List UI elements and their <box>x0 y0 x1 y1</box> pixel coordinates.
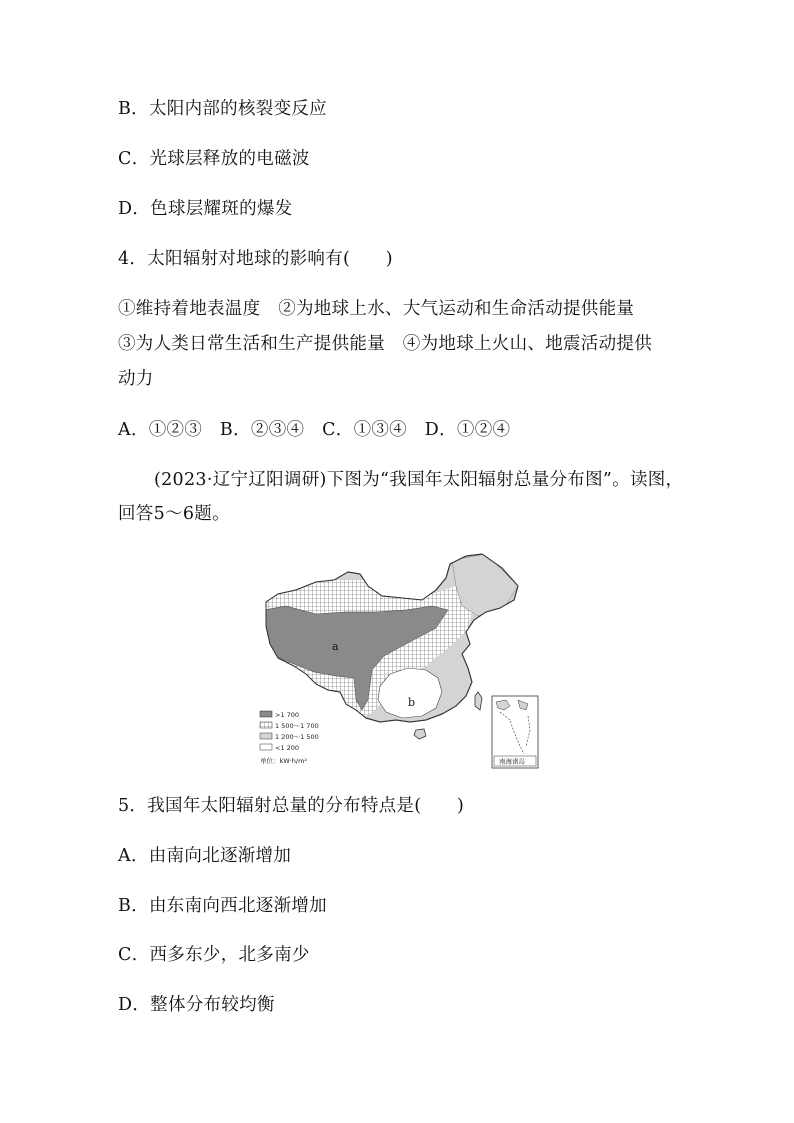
map-svg <box>256 550 542 772</box>
q5-option-b-letter: B． <box>118 896 149 916</box>
q5-option-d-text: 整体分布较均衡 <box>150 995 275 1015</box>
q4-statements-line2: ③为人类日常生活和生产提供能量 ④为地球上火山、地震活动提供 <box>118 334 652 354</box>
q3-option-b-letter: B． <box>118 99 149 119</box>
legend-label-2: 1 500～1 700 <box>275 722 319 730</box>
q5-option-d-letter: D． <box>118 995 151 1015</box>
intro-paragraph: (2023·辽宁辽阳调研)下图为“我国年太阳辐射总量分布图”。读图，回答5～6题。 <box>118 470 684 524</box>
q5-option-d <box>118 993 275 1017</box>
south-china-sea-inset <box>492 696 538 768</box>
q5-option-a <box>118 844 291 868</box>
q5-option-c <box>118 943 310 967</box>
region-b-label: b <box>408 696 416 709</box>
legend-label-3: 1 200～1 500 <box>275 733 319 741</box>
legend-swatch-light <box>260 733 272 739</box>
taiwan-island <box>475 692 482 710</box>
legend-swatch-white <box>260 744 272 750</box>
q3-option-c <box>118 147 310 171</box>
legend-label-4: <1 200 <box>275 744 300 752</box>
q4-options: A．①②③ B．②③④ C．①③④ D．①②④ <box>118 420 511 440</box>
region-a-label: a <box>332 640 339 653</box>
q3-option-d-text: 色球层耀斑的爆发 <box>150 199 293 219</box>
q4-statements-line3: 动力 <box>118 369 154 389</box>
legend-label-1: >1 700 <box>275 711 300 719</box>
legend-swatch-dark <box>260 711 272 717</box>
solar-radiation-map <box>256 550 542 772</box>
q3-option-d-letter: D． <box>118 199 151 219</box>
q5-option-c-letter: C． <box>118 945 150 965</box>
legend-swatch-grid <box>260 722 272 728</box>
q3-option-d <box>118 197 293 221</box>
q3-option-c-text: 光球层释放的电磁波 <box>149 149 310 169</box>
q5-option-c-text: 西多东少，北多南少 <box>149 945 310 965</box>
hainan-island <box>414 729 426 739</box>
q3-option-b <box>118 97 327 121</box>
q3-option-b-text: 太阳内部的核裂变反应 <box>148 99 327 119</box>
inset-label: 南海诸岛 <box>499 757 525 766</box>
map-legend <box>260 711 319 765</box>
q5-stem: 5．我国年太阳辐射总量的分布特点是( ) <box>118 796 465 816</box>
legend-unit: 单位：kW·h/m² <box>260 757 308 765</box>
q3-option-c-letter: C． <box>118 149 150 169</box>
q5-option-a-letter: A． <box>118 846 149 866</box>
q5-option-b-text: 由东南向西北逐渐增加 <box>148 896 327 916</box>
q4-statements-line1: ①维持着地表温度 ②为地球上水、大气运动和生命活动提供能量 <box>118 299 635 319</box>
q5-option-a-text: 由南向北逐渐增加 <box>148 846 292 866</box>
q5-option-b <box>118 894 327 918</box>
q4-stem: 4．太阳辐射对地球的影响有( ) <box>118 249 393 269</box>
